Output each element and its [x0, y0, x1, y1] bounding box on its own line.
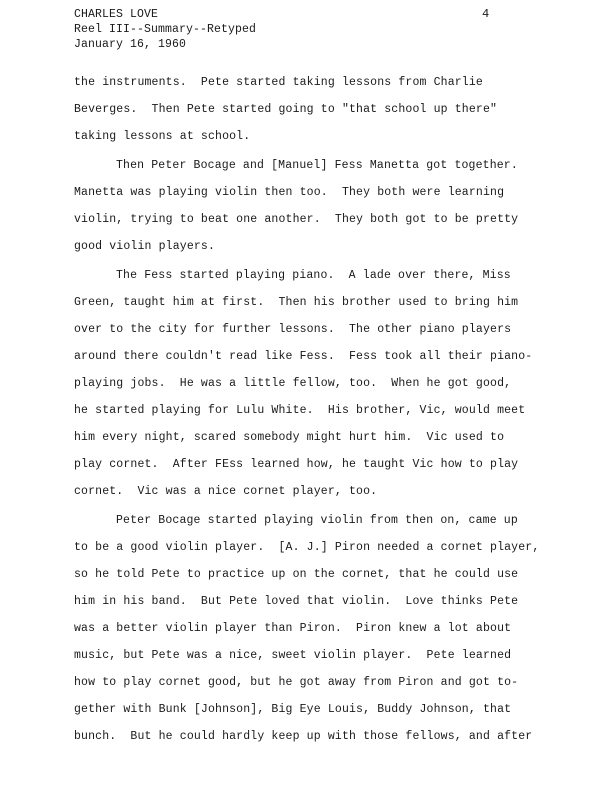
text-line: was a better violin player than Piron. Piron knew a lot about	[74, 622, 512, 635]
text-line: playing jobs. He was a little fellow, too. When he got good,	[74, 377, 512, 390]
text-line: over to the city for further lessons. The other piano players	[74, 323, 512, 336]
text-line: so he told Pete to practice up on the cornet, that he could use	[74, 568, 519, 581]
text-line: Beverges. Then Pete started going to "that school up there"	[74, 103, 498, 116]
text-line: Green, taught him at first. Then his brother used to bring him	[74, 296, 519, 309]
text-line: good violin players.	[74, 240, 216, 253]
text-line: taking lessons at school.	[74, 130, 251, 143]
text-line: the instruments. Pete started taking lessons from Charlie	[74, 76, 483, 89]
text-line: how to play cornet good, but he got away from Piron and got to-	[74, 676, 519, 689]
text-line: cornet. Vic was a nice cornet player, too.	[74, 485, 378, 498]
text-line: Then Peter Bocage and [Manuel] Fess Manetta got together.	[116, 159, 518, 172]
text-line: Peter Bocage started playing violin from then on, came up	[116, 514, 518, 527]
text-line: him in his band. But Pete loved that violin. Love thinks Pete	[74, 595, 519, 608]
header-reel: Reel III--Summary--Retyped	[74, 23, 257, 36]
text-line: bunch. But he could hardly keep up with those fellows, and after	[74, 730, 533, 743]
text-line: Manetta was playing violin then too. They both were learning	[74, 186, 505, 199]
header-name: CHARLES LOVE	[74, 8, 159, 21]
text-line: around there couldn't read like Fess. Fess took all their piano-	[74, 350, 533, 363]
text-line: music, but Pete was a nice, sweet violin player. Pete learned	[74, 649, 512, 662]
text-line: him every night, scared somebody might hurt him. Vic used to	[74, 431, 505, 444]
document-header	[74, 7, 256, 52]
text-line: violin, trying to beat one another. They both got to be pretty	[74, 213, 519, 226]
header-date: January 16, 1960	[74, 38, 187, 51]
text-line: to be a good violin player. [A. J.] Piron needed a cornet player,	[74, 541, 540, 554]
text-line: gether with Bunk [Johnson], Big Eye Louis, Buddy Johnson, that	[74, 703, 512, 716]
text-line: The Fess started playing piano. A lade over there, Miss	[116, 269, 511, 282]
text-line: he started playing for Lulu White. His brother, Vic, would meet	[74, 404, 526, 417]
text-line: play cornet. After FEss learned how, he taught Vic how to play	[74, 458, 519, 471]
page-number: 4	[482, 7, 490, 21]
